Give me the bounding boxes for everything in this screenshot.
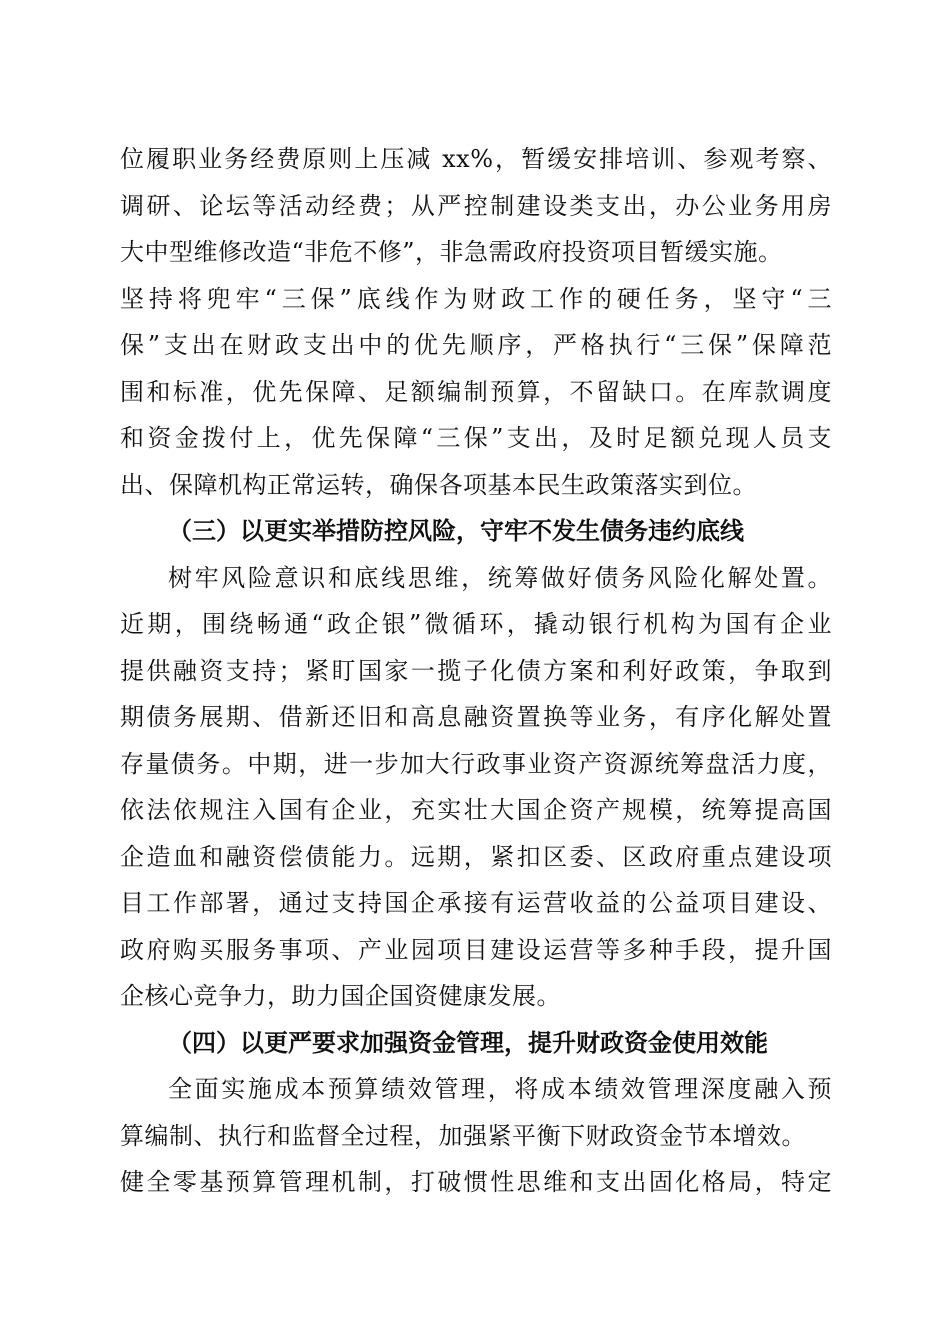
text-line: 树牢风险意识和底线思维，统筹做好债务风险化解处置。 <box>168 563 832 592</box>
text-line: 近期，围绕畅通“政企银”微循环，撬动银行机构为国有企业 <box>120 610 832 638</box>
text-line: 出、保障机构正常运转，确保各项基本民生政策落实到位。 <box>120 470 757 499</box>
text-line: 期债务展期、借新还旧和高息融资置换等业务，有序化解处置 <box>120 703 832 731</box>
text-line: 提供融资支持；紧盯国家一揽子化债方案和利好政策，争取到 <box>120 656 832 685</box>
text-line: 健全零基预算管理机制，打破惯性思维和支出固化格局，特定 <box>120 1168 832 1196</box>
text-line: 和资金拨付上，优先保障“三保”支出，及时足额兑现人员支 <box>120 424 832 452</box>
paragraph-budget-cuts <box>120 136 832 276</box>
text-line: 调研、论坛等活动经费；从严控制建设类支出，办公业务用房 <box>120 191 832 220</box>
text-line: 围和标准，优先保障、足额编制预算，不留缺口。在库款调度 <box>120 377 832 406</box>
text-line: 政府购买服务事项、产业园项目建设运营等多种手段，提升国 <box>120 935 832 964</box>
text-line: 全面实施成本预算绩效管理，将成本绩效管理深度融入预 <box>168 1075 832 1103</box>
text-line: 企核心竞争力，助力国企国资健康发展。 <box>120 982 561 1010</box>
text-line: 坚持将兜牢“三保”底线作为财政工作的硬任务，坚守“三 <box>120 284 832 313</box>
text-line: 保”支出在财政支出中的优先顺序，严格执行“三保”保障范 <box>120 331 832 359</box>
text-line: 依法依规注入国有企业，充实壮大国企资产规模，统筹提高国 <box>120 796 832 824</box>
text-line: 存量债务。中期，进一步加大行政事业资产资源统筹盘活力度， <box>120 749 832 778</box>
text-line: 目工作部署，通过支持国企承接有运营收益的公益项目建设、 <box>120 889 832 917</box>
paragraph-debt-risk <box>120 555 832 1020</box>
section-heading-4: （四）以更严要求加强资金管理，提升财政资金使用效能 <box>168 1027 768 1057</box>
text-line: 大中型维修改造“非危不修”，非急需政府投资项目暂缓实施。 <box>120 238 783 266</box>
paragraph-fund-management <box>120 1066 832 1159</box>
paragraph-zero-based-budget <box>120 1159 832 1206</box>
document-page <box>120 136 832 1206</box>
text-line: 位履职业务经费原则上压减 xx%，暂缓安排培训、参观考察、 <box>120 145 832 173</box>
section-heading-3: （三）以更实举措防控风险，守牢不发生债务违约底线 <box>168 516 744 545</box>
text-line: 算编制、执行和监督全过程，加强紧平衡下财政资金节本增效。 <box>120 1121 806 1150</box>
paragraph-three-guarantees <box>120 276 832 509</box>
text-line: 企造血和融资偿债能力。远期，紧扣区委、区政府重点建设项 <box>120 842 832 871</box>
